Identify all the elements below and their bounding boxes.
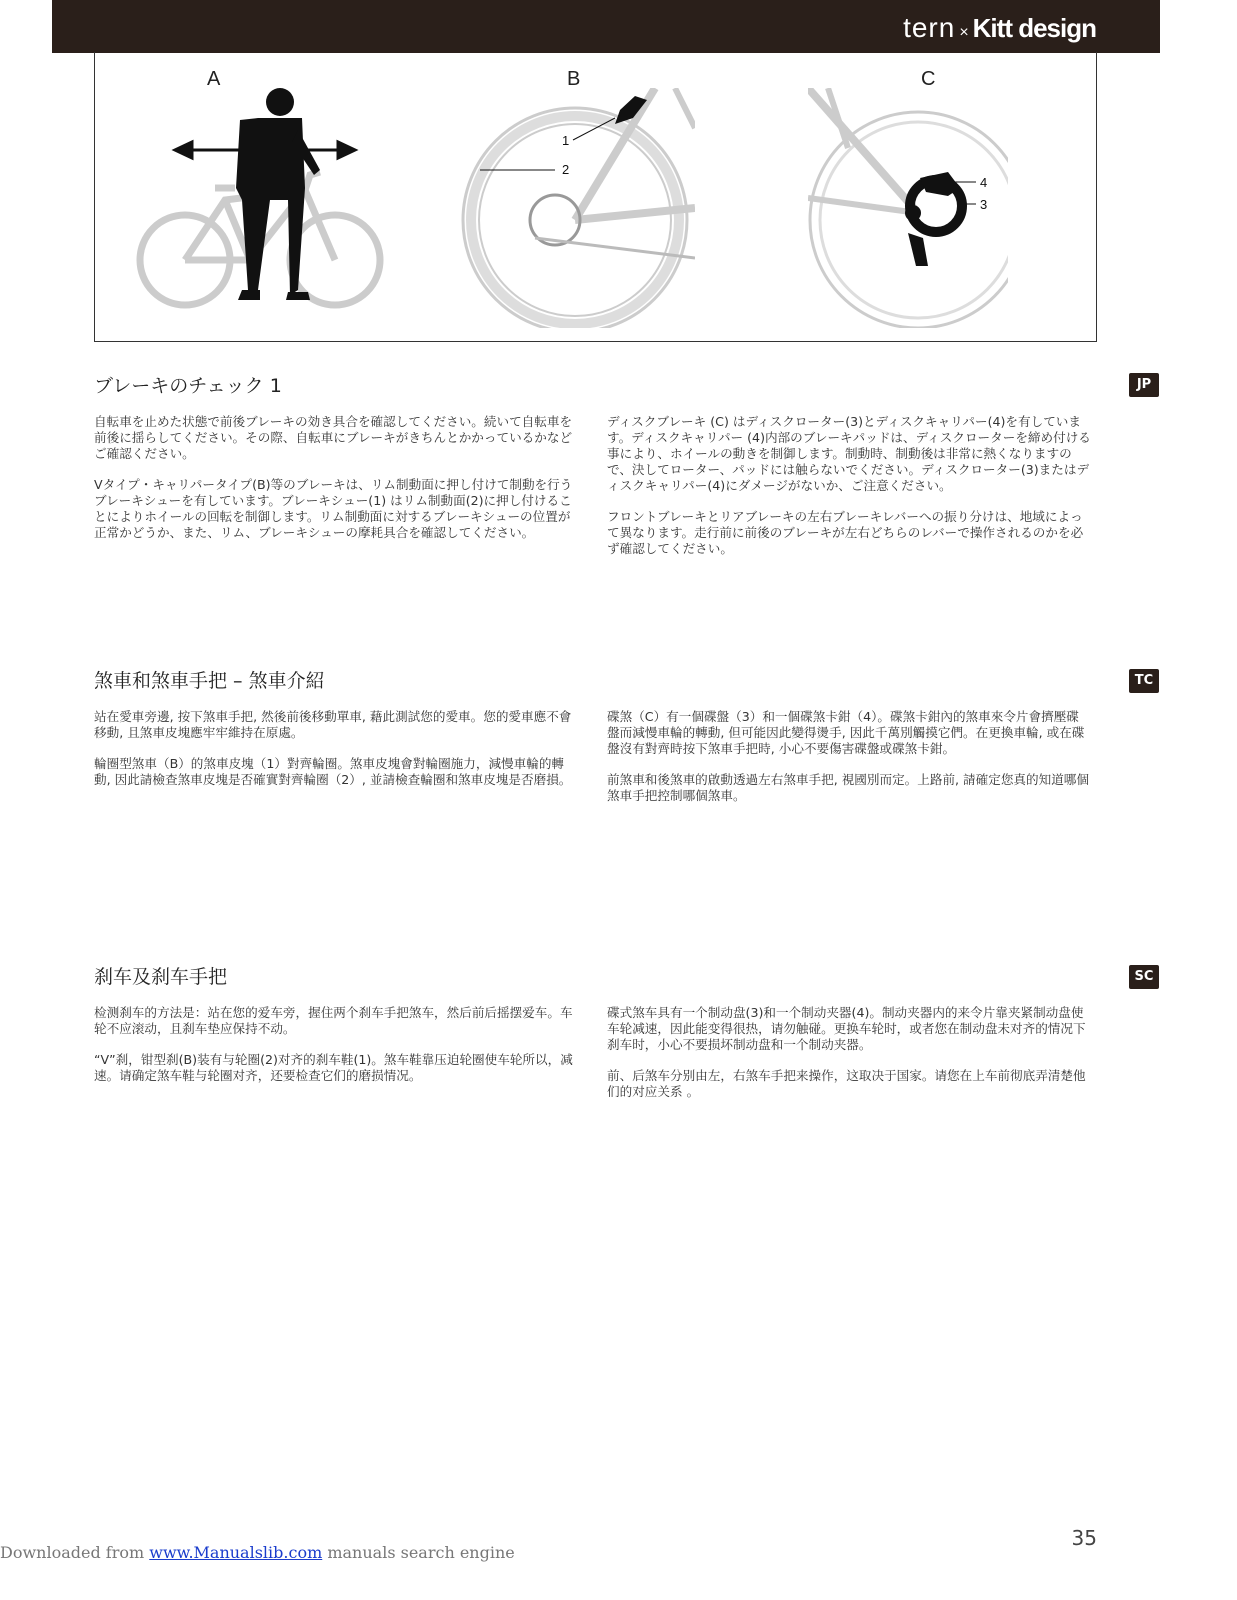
paragraph: “V”刹，钳型刹(B)装有与轮圈(2)对齐的刹车鞋(1)。煞车鞋靠压迫轮圈使车轮所以，减速。请确定煞车鞋与轮圈对齐，还要检查它们的磨损情况。: [94, 1052, 573, 1083]
page-number: 35: [1071, 1526, 1097, 1550]
brand-logo: [903, 12, 1096, 44]
figure-a-person-bike: [130, 80, 400, 315]
section-tc-left: [94, 709, 578, 803]
download-footer: [0, 1543, 515, 1562]
paragraph: 前煞車和後煞車的啟動透過左右煞車手把, 視國別而定。上路前, 請確定您真的知道哪個煞車手把控制哪個煞車。: [607, 772, 1089, 803]
brand-tern: tern: [903, 12, 956, 43]
figure-b-label: B: [567, 68, 581, 90]
lang-badge-tc: TC: [1129, 669, 1159, 693]
paragraph: フロントブレーキとリアブレーキの左右ブレーキレバーへの振り分けは、地域によって異なります。走行前に前後のブレーキが左右どちらのレバーで操作されるのかを必ず確認してください。: [607, 509, 1084, 556]
figure-c-callout-4: 4: [980, 175, 988, 190]
footer-prefix: Downloaded from: [0, 1543, 150, 1562]
figure-b-callout-1: 1: [562, 133, 570, 148]
section-jp-left: [94, 414, 578, 556]
figure-a-label: A: [207, 68, 221, 90]
lang-badge-sc: SC: [1129, 965, 1159, 989]
brand-x: ×: [959, 24, 969, 41]
section-title-sc: 刹车及刹车手把: [94, 966, 228, 988]
paragraph: Vタイプ・キャリパータイプ(B)等のブレーキは、リム制動面に押し付けて制動を行うブレーキシューを有しています。ブレーキシュー(1) はリム制動面(2)に押し付けることによりホイールの回転を制御します。リム制動面に対するブレーキシューの位置が正常かどうか、また、リム、ブレーキシューの摩耗具合を確認してください。: [94, 477, 573, 540]
figure-c-disc-brake: [808, 88, 1008, 328]
section-sc-right: [607, 1005, 1091, 1115]
paragraph: 检测刹车的方法是：站在您的爱车旁，握住两个刹车手把煞车，然后前后摇摆爱车。车轮不应滚动，且刹车垫应保持不动。: [94, 1005, 573, 1036]
section-title-tc: 煞車和煞車手把 – 煞車介紹: [94, 670, 325, 692]
page-header: [52, 0, 1160, 53]
figure-b-callout-2: 2: [562, 162, 570, 177]
section-sc-left: [94, 1005, 578, 1099]
brand-kitt: Kitt design: [972, 13, 1096, 43]
lang-badge-jp: JP: [1129, 373, 1159, 397]
footer-suffix: manuals search engine: [322, 1543, 515, 1562]
section-jp-right: [607, 414, 1091, 572]
paragraph: 自転車を止めた状態で前後ブレーキの効き具合を確認してください。続いて自転車を前後に揺らしてください。その際、自転車にブレーキがきちんとかかっているかなどご確認ください。: [94, 414, 573, 461]
section-tc-right: [607, 709, 1091, 819]
paragraph: 碟式煞车具有一个制动盘(3)和一个制动夹器(4)。制动夹器内的来令片靠夹紧制动盘使车轮减速，因此能变得很热，请勿触碰。更换车轮时，或者您在制动盘未对齐的情况下刹车时，小心不要损坏制动盘和一个制动夹器。: [607, 1005, 1086, 1052]
paragraph: 站在愛車旁邊, 按下煞車手把, 然後前後移動單車, 藉此測試您的愛車。您的愛車應不會移動, 且煞車皮塊應牢牢維持在原處。: [94, 709, 572, 740]
figure-c-label: C: [921, 68, 936, 90]
figure-c-callout-3: 3: [980, 197, 988, 212]
paragraph: ディスクブレーキ (C) はディスクローター(3)とディスクキャリパー(4)を有しています。ディスクキャリパー (4)内部のブレーキパッドは、ディスクローターを締め付ける事により、ホイールの動きを制御します。制動時、制動後は非常に熱くなりますので、決してローター、パッドには触らないでください。ディスクローター(3)またはディスクキャリパー(4)にダメージがないか、ご注意ください。: [607, 414, 1091, 493]
figure-b-rim-brake: [455, 88, 695, 328]
section-title-jp: ブレーキのチェック 1: [94, 375, 282, 397]
paragraph: 前、后煞车分别由左，右煞车手把来操作，这取决于国家。请您在上车前彻底弄清楚他们的对应关系 。: [607, 1068, 1086, 1099]
paragraph: 輪圈型煞車（B）的煞車皮塊（1）對齊輪圈。煞車皮塊會對輪圈施力，減慢車輪的轉動, 因此請檢查煞車皮塊是否確實對齊輪圈（2）, 並請檢查輪圈和煞車皮塊是否磨損。: [94, 756, 572, 787]
paragraph: 碟煞（C）有一個碟盤（3）和一個碟煞卡鉗（4）。碟煞卡鉗內的煞車來令片會擠壓碟盤而減慢車輪的轉動, 但可能因此變得燙手, 因此千萬別觸摸它們。在更換車輪, 或在碟盤沒有對齊時按下煞車手把時, 小心不要傷害碟盤或碟煞卡鉗。: [607, 709, 1085, 756]
manualslib-link[interactable]: www.Manualslib.com: [149, 1543, 323, 1562]
